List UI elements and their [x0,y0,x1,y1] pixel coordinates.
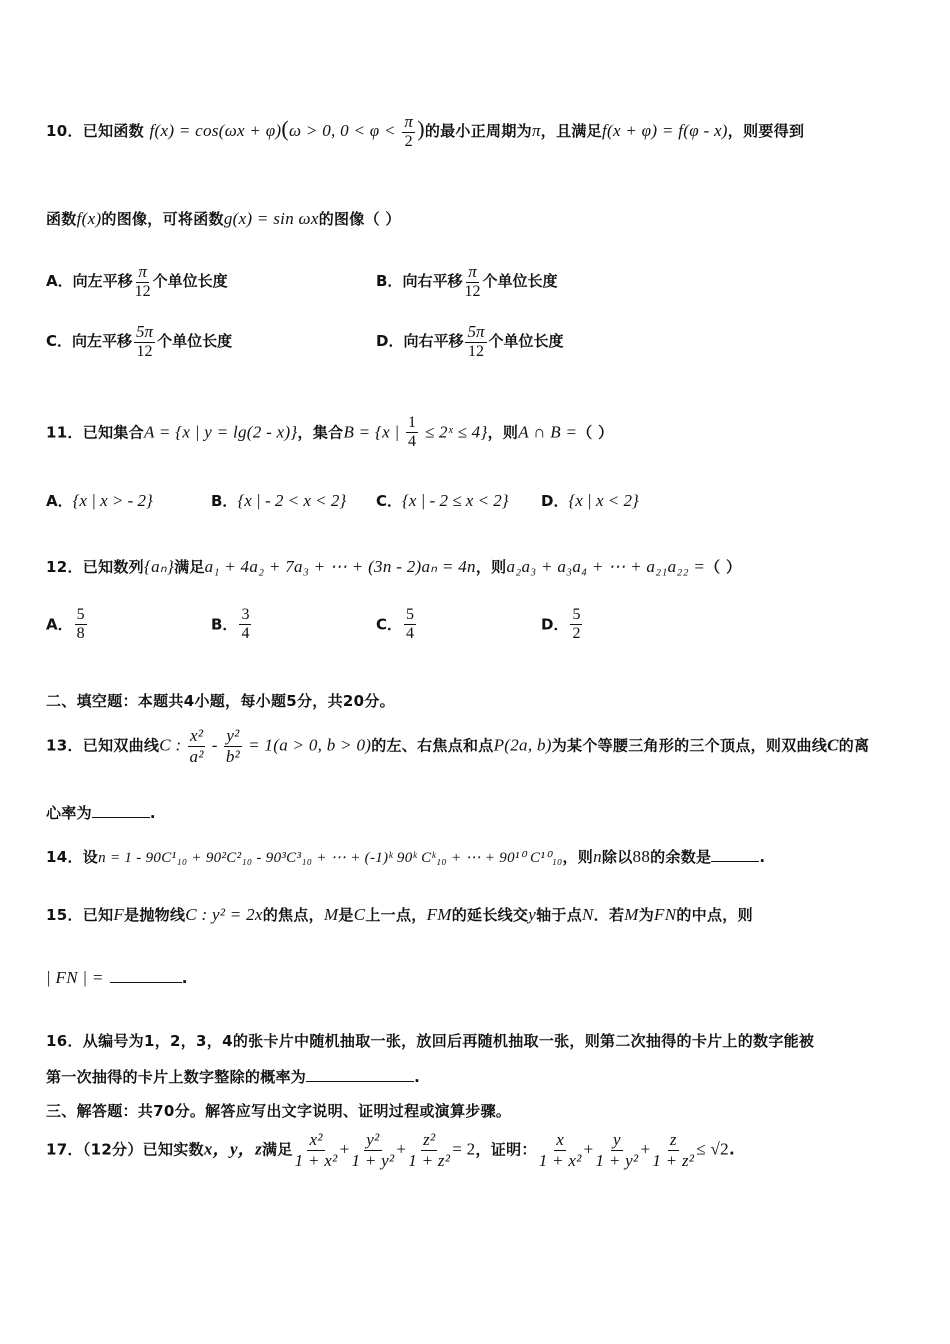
q13-C: C [827,735,839,755]
frac-den: 12 [136,342,153,360]
q17-text2: ，证明： [475,1140,537,1159]
frac-num: π [138,262,147,281]
q16-number: 16． [46,1032,83,1050]
q15-text5: 上一点， [365,906,427,924]
q15-text6: 的延长线交 [451,906,529,924]
option-text: 个单位长度 [482,271,558,290]
q15-text3: 的焦点， [262,906,324,924]
frac-den: 1 + z² [408,1150,451,1170]
q17-end: . [728,1140,735,1159]
frac-num: y [613,1130,621,1149]
q10-line2-a: 函数 [46,210,77,228]
option-label: A． [46,271,73,290]
q12-seq: {aₙ} [143,557,175,576]
option-fraction [239,606,251,644]
q11-option-d[interactable] [541,490,639,511]
q12-option-b[interactable] [211,606,253,644]
q13-minus: - [207,735,223,755]
q15-ask: | FN | = [46,968,104,987]
frac-den: 4 [408,433,417,451]
q10-option-a[interactable] [46,262,228,301]
frac-den: 1 + y² [595,1150,639,1170]
q14-text2: ，则 [562,848,594,866]
q10-condition: ω > 0, 0 < φ < [289,120,401,140]
frac-num: z² [423,1130,436,1149]
q13-line2-text: 心率为 [46,804,92,822]
q11-number: 11． [46,423,83,442]
q10-paren-open: ( [281,115,290,141]
option-text: 个单位长度 [488,331,564,350]
q12-number: 12． [46,558,83,576]
q15-FN: FN [654,905,677,924]
frac-den: 1 + x² [294,1150,338,1170]
q12-text1: 已知数列 [82,558,144,576]
frac-den: 12 [134,282,151,300]
frac-den: 1 + y² [351,1150,395,1170]
q11-set-a: A = {x | y = lg(2 - x)} [143,422,298,442]
q17-score: （12分）已知实数 [82,1140,204,1159]
q12-line [46,556,741,577]
q10-symmetry: f(x + φ) = f(φ - x) [601,120,728,140]
q11-option-c[interactable] [376,490,509,511]
frac-num: 3 [239,606,251,625]
q14-expr: n = 1 - 90C¹₁₀ + 90²C²₁₀ - 90³C³₁₀ + ⋯ + (-1)ᵏ 90ᵏ Cᵏ₁₀ + ⋯ + 90¹⁰ C¹⁰₁₀ [98,850,563,866]
plus: + [583,1139,594,1159]
q14-answer-blank[interactable] [711,861,759,862]
q13-text3: 为某个等腰三角形的三个顶点，则双曲线 [551,736,828,755]
section-heading-fill-in: 二、填空题：本题共4小题，每小题5分，共20分。 [46,692,395,710]
q10-line1 [46,112,804,151]
q17-vars: x，y，z [203,1139,263,1159]
option-expr: {x | - 2 < x < 2} [237,491,347,510]
q15-text1: 已知 [82,906,114,924]
q15-C: C [353,905,366,924]
q17-frac6 [652,1130,694,1170]
q10-cond-frac-num: π [404,112,414,131]
q11-set-b-fraction [406,414,418,452]
q14-number: 14． [46,848,83,866]
option-fraction [134,322,155,361]
option-label: B． [211,615,238,634]
q13-frac-x [188,726,205,766]
option-text: 个单位长度 [152,271,228,290]
q15-answer-blank[interactable] [110,982,182,983]
q10-line2 [46,208,401,229]
q15-text7: 轴于点 [536,906,583,924]
q17-eq2: = 2 [452,1139,476,1159]
q14-line [46,846,765,867]
section-heading-solutions: 三、解答题：共70分。解答应写出文字说明、证明过程或演算步骤。 [46,1102,512,1120]
option-text: 向右平移 [402,271,463,290]
q16-answer-blank[interactable] [306,1081,414,1082]
q16-text1: 从编号为1，2，3，4的张卡片中随机抽取一张，放回后再随机抽取一张，则第二次抽得的卡片上的数字能被 [82,1032,815,1050]
option-fraction [404,606,416,644]
q17-leq: ≤ √2 [696,1139,729,1159]
q10-text1: 已知函数 [82,121,144,140]
q11-line [46,414,613,452]
q13-curve-post: = 1(a > 0, b > 0) [243,735,372,755]
q13-end: . [149,804,156,822]
frac-num: 1 [406,414,418,433]
q10-paren-close: ) [417,115,425,141]
q14-text1: 设 [82,848,99,866]
q10-line2-c: 的图像（ ） [318,210,401,228]
frac-num: y² [366,1130,380,1149]
option-fraction [570,606,582,644]
q17-text1: 满足 [262,1140,293,1159]
q12-option-a[interactable] [46,606,89,644]
option-fraction [75,606,87,644]
q14-divisor: 88 [632,847,651,866]
option-text: 个单位长度 [157,331,233,350]
frac-den: 1 + x² [538,1150,582,1170]
q10-fx: f(x) [76,209,102,228]
q13-point: P(2a, b) [493,735,552,755]
q10-gx: g(x) = sin ωx [223,209,319,228]
q10-text2: 的最小正周期为 [424,121,532,140]
option-fraction [464,262,480,301]
q12-text2: 满足 [174,558,205,576]
option-text: 向右平移 [403,331,464,350]
q10-cond-fraction [402,112,415,151]
q11-ask: A ∩ B = [518,422,578,442]
frac-num: x [556,1130,565,1149]
q11-option-a[interactable] [46,490,153,511]
option-label: C． [46,331,73,350]
option-text: 向左平移 [72,271,133,290]
frac-num: z [669,1130,677,1149]
q13-frac-y [224,726,241,766]
q11-set-b-post: ≤ 2ˣ ≤ 4} [420,422,488,442]
frac-den: 8 [76,625,85,643]
frac-den: 1 + z² [652,1150,695,1170]
q11-option-b[interactable] [211,490,346,511]
q15-M: M [323,905,339,924]
q14-n: n [593,847,602,866]
option-expr: {x | x > - 2} [72,491,153,510]
option-expr: {x | - 2 ≤ x < 2} [402,491,509,510]
q13-text1: 已知双曲线 [82,736,160,755]
q15-end: . [181,969,188,987]
option-label: B． [376,271,403,290]
q17-frac5 [596,1130,639,1170]
frac-num: 5π [467,322,485,341]
q10-period: π [531,120,541,140]
frac-num: π [468,262,477,281]
q13-number: 13． [46,736,83,755]
q13-line2 [46,802,156,823]
q11-text3: ，则 [487,423,519,442]
q17-number: 17． [46,1140,83,1159]
q13-line1 [46,726,869,766]
frac-den: 4 [241,625,250,643]
q10-function: f(x) = cos(ωx + φ) [149,120,282,140]
q11-text1: 已知集合 [82,423,144,442]
frac-num: 5π [136,322,154,341]
q15-line1 [46,904,753,925]
q17-frac2 [351,1130,394,1170]
q15-curve: C : y² = 2x [185,905,263,924]
q12-ask: a₂a₃ + a₃a₄ + ⋯ + a₂₁a₂₂ = [506,557,706,576]
q15-number: 15． [46,906,83,924]
q16-line1 [46,1030,814,1051]
option-label: C． [376,615,403,634]
option-label: D． [376,331,404,350]
frac-num: 5 [404,606,416,625]
q15-text10: 的中点，则 [676,906,753,924]
q10-option-d[interactable] [376,322,564,361]
option-label: C． [376,492,403,510]
q14-text4: 的余数是 [650,848,712,866]
option-label: B． [211,492,238,510]
frac-num: x² [309,1130,323,1149]
frac-num: 5 [570,606,582,625]
q15-M2: M [624,905,639,924]
option-label: D． [541,615,569,634]
q15-text9: 为 [638,906,655,924]
option-label: A． [46,615,73,634]
q14-text3: 除以 [601,848,633,866]
q10-text4: ，则要得到 [727,121,805,140]
option-fraction [135,262,151,301]
q12-text4: （ ） [705,558,742,576]
q17-frac1 [295,1130,338,1170]
q15-FM: FM [426,905,452,924]
option-label: A． [46,492,73,510]
q11-set-b-pre: B = {x | [343,422,405,442]
q10-option-b[interactable] [376,262,557,301]
q15-F: F [113,905,125,924]
q16-line2 [46,1066,420,1087]
q10-number: 10． [46,121,83,140]
q10-line2-b: 的图像，可将函数 [101,210,224,228]
q15-y: y [528,905,537,924]
plus: + [339,1139,350,1159]
plus: + [396,1139,407,1159]
q12-eq: a₁ + 4a₂ + 7a₃ + ⋯ + (3n - 2)aₙ = 4n [204,557,476,576]
frac-den: 4 [406,625,415,643]
option-fraction [465,322,486,361]
plus: + [640,1139,651,1159]
q10-text3: ，且满足 [540,121,602,140]
q16-end: . [414,1068,421,1086]
q15-line2 [46,968,188,988]
q12-text3: ，则 [475,558,507,576]
option-text: 向左平移 [72,331,133,350]
q15-text4: 是 [338,906,354,924]
q10-option-c[interactable] [46,322,232,361]
frac-den: 12 [464,282,481,300]
q17-frac4 [539,1130,582,1170]
q13-text4: 的离 [838,736,870,755]
option-expr: {x | x < 2} [568,491,639,510]
q15-text8: ．若 [593,906,625,924]
frac-den: a² [189,746,204,766]
q11-text2: ，集合 [297,423,344,442]
q17-frac3 [408,1130,450,1170]
q12-option-d[interactable] [541,606,584,644]
q15-text2: 是抛物线 [124,906,186,924]
q13-answer-blank[interactable] [92,817,150,818]
q12-option-c[interactable] [376,606,418,644]
q10-cond-frac-den: 2 [404,132,413,150]
frac-num: 5 [75,606,87,625]
q17-line [46,1130,735,1170]
option-label: D． [541,492,569,510]
frac-num: y² [226,726,240,745]
frac-den: 12 [467,342,484,360]
q11-text4: （ ） [577,423,614,442]
q14-end: . [759,848,766,866]
q13-text2: 的左、右焦点和点 [371,736,494,755]
q13-curve-pre: C : [159,735,186,755]
q16-text2: 第一次抽得的卡片上数字整除的概率为 [46,1068,307,1086]
frac-den: b² [225,746,241,766]
q15-N: N [582,905,594,924]
frac-den: 2 [572,625,581,643]
frac-num: x² [190,726,204,745]
